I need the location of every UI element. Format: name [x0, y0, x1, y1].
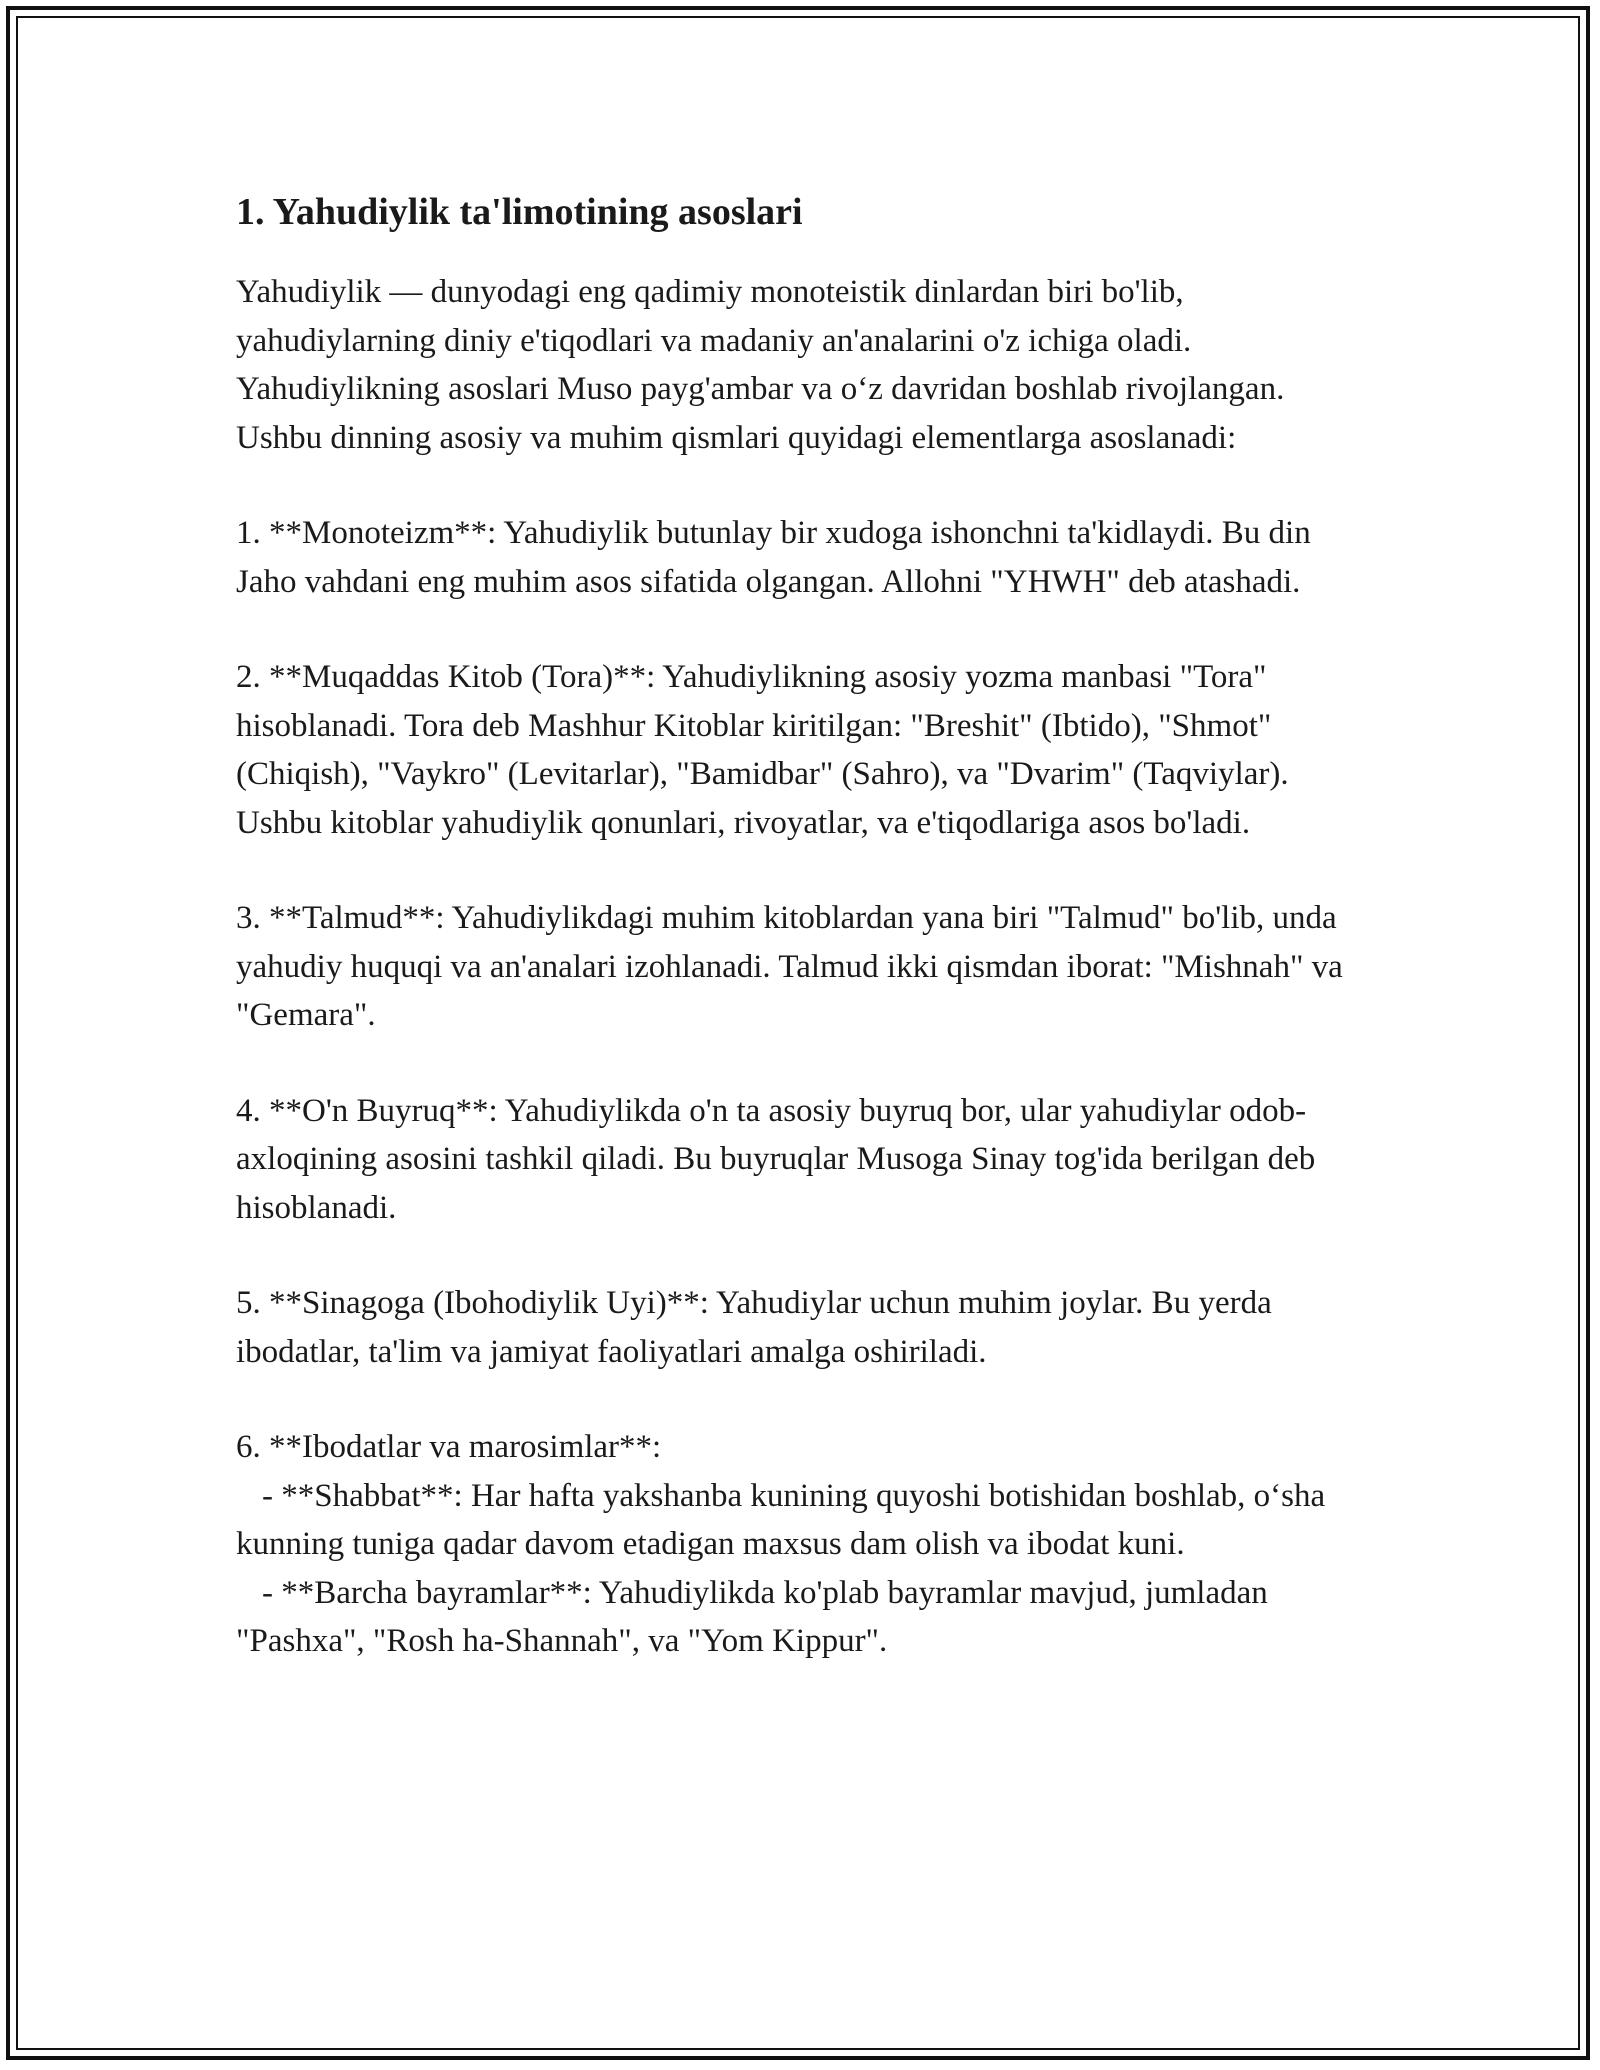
document-title: 1. Yahudiylik ta'limotining asoslari: [236, 191, 803, 233]
document-body: [236, 186, 1366, 1666]
list-item-ibodatlar: [236, 1423, 1366, 1666]
list-item-ibodatlar-heading: 6. **Ibodatlar va marosimlar**:: [236, 1429, 662, 1465]
intro-paragraph: Yahudiylik — dunyodagi eng qadimiy monoteistik dinlardan biri bo'lib, yahudiylarning diniy e'tiqodlari va madaniy an'analarini o'z ichiga oladi. Yahudiylikning asoslari Muso payg'ambar va o‘z davridan boshlab rivojlangan. Ushbu dinning asosiy va muhim qismlari quyidagi elementlarga asoslanadi:: [236, 274, 1285, 456]
sub-item-shabbat: - **Shabbat**: Har hafta yakshanba kunining quyoshi botishidan boshlab, o‘sha kunning tuniga qadar davom etadigan maxsus dam olish va ibodat kuni.: [236, 1477, 1326, 1562]
sub-item-bayramlar: - **Barcha bayramlar**: Yahudiylikda ko'plab bayramlar mavjud, jumladan "Pashxa", "Rosh ha-Shannah", va "Yom Kippur".: [236, 1574, 1268, 1659]
list-item-on-buyruq: 4. **O'n Buyruq**: Yahudiylikda o'n ta asosiy buyruq bor, ular yahudiylar odob-axloqining asosini tashkil qiladi. Bu buyruqlar Musoga Sinay tog'ida berilgan deb hisoblanadi.: [236, 1092, 1316, 1226]
list-item-monoteizm: 1. **Monoteizm**: Yahudiylik butunlay bir xudoga ishonchni ta'kidlaydi. Bu din Jaho vahdani eng muhim asos sifatida olgangan. Allohni "YHWH" deb atashadi.: [236, 515, 1311, 600]
list-item-sinagoga: 5. **Sinagoga (Ibohodiylik Uyi)**: Yahudiylar uchun muhim joylar. Bu yerda ibodatlar, ta'lim va jamiyat faoliyatlari amalga oshiriladi.: [236, 1285, 1272, 1370]
list-item-talmud: 3. **Talmud**: Yahudiylikdagi muhim kitoblardan yana biri "Talmud" bo'lib, unda yahudiy huquqi va an'analari izohlanadi. Talmud ikki qismdan iborat: "Mishnah" va "Gemara".: [236, 900, 1343, 1033]
list-item-tora: 2. **Muqaddas Kitob (Tora)**: Yahudiylikning asosiy yozma manbasi "Tora" hisoblanadi. Tora deb Mashhur Kitoblar kiritilgan: "Breshit" (Ibtido), "Shmot" (Chiqish), "Vaykro" (Levitarlar), "Bamidbar" (Sahro), va "Dvarim" (Taqviylar). Ushbu kitoblar yahudiylik qonunlari, rivoyatlar, va e'tiqodlariga asos bo'ladi.: [236, 659, 1289, 841]
